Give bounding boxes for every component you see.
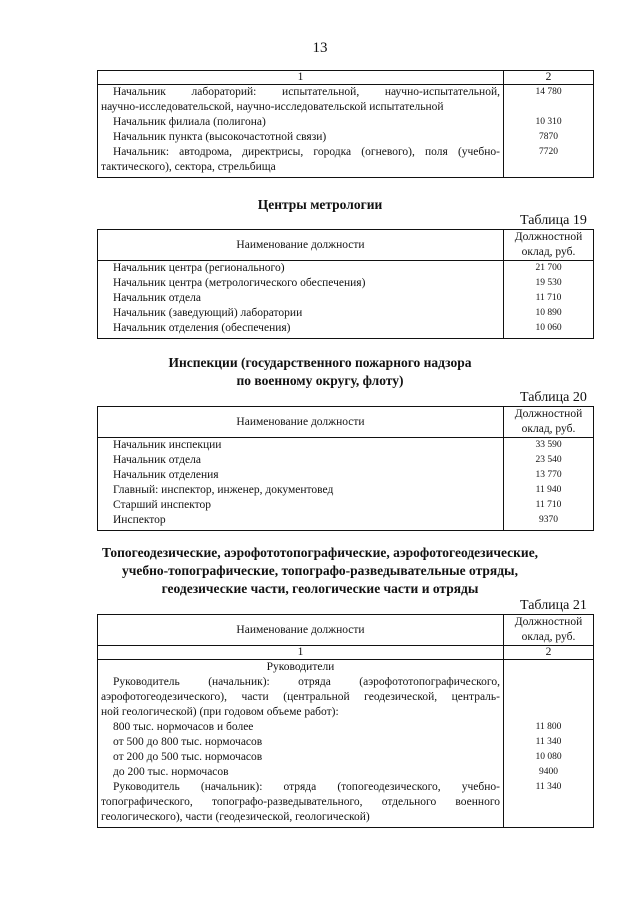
salary-values: [504, 660, 594, 828]
salary-spacer: [504, 100, 593, 115]
position-name: Главный: инспектор, инженер, документовед: [113, 484, 334, 496]
position-name: Начальник отдела: [113, 292, 201, 304]
salary-value: 10 890: [535, 308, 562, 318]
position-name: от 200 до 500 тыс. нормочасов: [113, 751, 263, 763]
header-position-name: Наименование должности: [98, 230, 504, 261]
page-number: 13: [312, 40, 328, 56]
header-position-name: Наименование должности: [98, 615, 504, 646]
position-name: Начальник филиала (полигона): [113, 116, 266, 128]
table-20-body: [98, 438, 594, 531]
table-20: [97, 406, 594, 531]
table-20-label: Таблица 20: [520, 390, 587, 405]
position-name: до 200 тыс. нормочасов: [113, 766, 229, 778]
salary-value: [504, 705, 593, 720]
position-name: научно-исследовательской, научно-исследовательской испытательной: [101, 101, 444, 113]
position-name: тактического), сектора, стрельбища: [101, 161, 276, 173]
section-21-title-line: геодезические части, геологические части и отряды: [161, 581, 479, 596]
position-names: [98, 438, 504, 531]
position-name: Начальник лабораторий: испытательной, научно-испытательной,: [113, 86, 500, 98]
position-names: [98, 660, 504, 828]
table-continuation: [97, 70, 594, 178]
section-21-title: [0, 544, 640, 598]
salary-value: 10 310: [535, 117, 562, 127]
salary-value: 11 340: [535, 737, 562, 747]
salary-value: 7720: [539, 147, 558, 157]
salary-value: 10 060: [535, 323, 562, 333]
position-name: Начальник инспекции: [113, 439, 222, 451]
salary-value: 11 710: [535, 293, 562, 303]
salary-spacer: [504, 690, 593, 705]
salary-value: 14 780: [535, 87, 562, 97]
table-21-body: [98, 660, 594, 828]
header-position-name: Наименование должности: [98, 407, 504, 438]
column-number-2: 2: [504, 646, 594, 660]
position-name: Начальник отделения (обеспечения): [113, 322, 291, 334]
position-name: Инспектор: [113, 514, 166, 526]
position-name: топографического, топографо-разведывательного, отдельного военного: [101, 796, 500, 808]
section-20-title-line: Инспекции (государственного пожарного надзора: [168, 355, 472, 370]
section-20-title-line: по военному округу, флоту): [236, 373, 404, 388]
position-name: 800 тыс. нормочасов и более: [113, 721, 254, 733]
header-salary: [504, 407, 594, 438]
salary-value: 9370: [539, 515, 558, 525]
position-name: Начальник отделения: [113, 469, 219, 481]
position-name: Руководитель (начальник): отряда (аэрофототопографического,: [113, 676, 500, 688]
header-salary: [504, 615, 594, 646]
column-number-1: 1: [98, 646, 504, 660]
header-salary-line: Должностной: [514, 408, 583, 420]
position-names: [98, 85, 504, 178]
position-name: Начальник отдела: [113, 454, 201, 466]
header-salary-line: Должностной: [514, 231, 583, 243]
salary-value: 9400: [539, 767, 558, 777]
header-salary-line: оклад, руб.: [521, 246, 576, 258]
salary-value: 21 700: [535, 263, 562, 273]
table-body: [98, 85, 594, 178]
column-number-2: 2: [504, 71, 594, 85]
section-21-title-line: учебно-топографические, топографо-разведывательные отряды,: [122, 563, 518, 578]
position-name: ной геологической) (при годовом объеме работ):: [101, 706, 339, 718]
position-name: Начальник (заведующий) лаборатории: [113, 307, 303, 319]
position-names: [98, 261, 504, 339]
table-21-label: Таблица 21: [520, 598, 587, 613]
section-19-title: Центры метрологии: [257, 197, 383, 212]
table-21: [97, 614, 594, 828]
table-21-header: [98, 615, 594, 646]
table-19-header: [98, 230, 594, 261]
salary-value: 11 710: [535, 500, 562, 510]
salary-value: 13 770: [535, 470, 562, 480]
table-19: [97, 229, 594, 339]
position-name: от 500 до 800 тыс. нормочасов: [113, 736, 263, 748]
position-name: Начальник центра (регионального): [113, 262, 285, 274]
column-number-1: 1: [98, 71, 504, 85]
position-name: Руководитель (начальник): отряда (топогеодезического, учебно-: [113, 781, 500, 793]
position-name: геологического), части (геодезической, геологической): [101, 811, 370, 823]
table-19-body: [98, 261, 594, 339]
salary-spacer: [504, 660, 593, 675]
header-salary-line: оклад, руб.: [521, 631, 576, 643]
position-name: Старший инспектор: [113, 499, 212, 511]
salary-value: 33 590: [535, 440, 562, 450]
salary-value: 11 940: [535, 485, 562, 495]
position-name: Начальник центра (метрологического обеспечения): [113, 277, 366, 289]
position-name: Начальник пункта (высокочастотной связи): [113, 131, 327, 143]
salary-value: 19 530: [535, 278, 562, 288]
salary-spacer: [504, 675, 593, 690]
header-salary-line: Должностной: [514, 616, 583, 628]
salary-values: [504, 438, 594, 531]
salary-values: [504, 261, 594, 339]
salary-value: 11 800: [535, 722, 562, 732]
table-21-column-numbers: [98, 646, 594, 660]
salary-values: [504, 85, 594, 178]
salary-value: 7870: [539, 132, 558, 142]
position-name: Начальник: автодрома, директрисы, городка (огневого), поля (учебно-: [113, 146, 500, 158]
table-20-header: [98, 407, 594, 438]
section-21-title-line: Топогеодезические, аэрофототопографические, аэрофотогеодезические,: [101, 545, 539, 560]
salary-value: 23 540: [535, 455, 562, 465]
salary-value: 10 080: [535, 752, 562, 762]
position-name: аэрофотогеодезического), части (центральной геодезической, централь-: [101, 691, 500, 703]
table-19-label: Таблица 19: [520, 213, 587, 228]
salary-value: 11 340: [535, 782, 562, 792]
section-20-title: [0, 354, 640, 390]
header-salary: [504, 230, 594, 261]
header-salary-line: оклад, руб.: [521, 423, 576, 435]
group-title: Руководители: [266, 661, 335, 673]
table-column-numbers: [98, 71, 594, 85]
